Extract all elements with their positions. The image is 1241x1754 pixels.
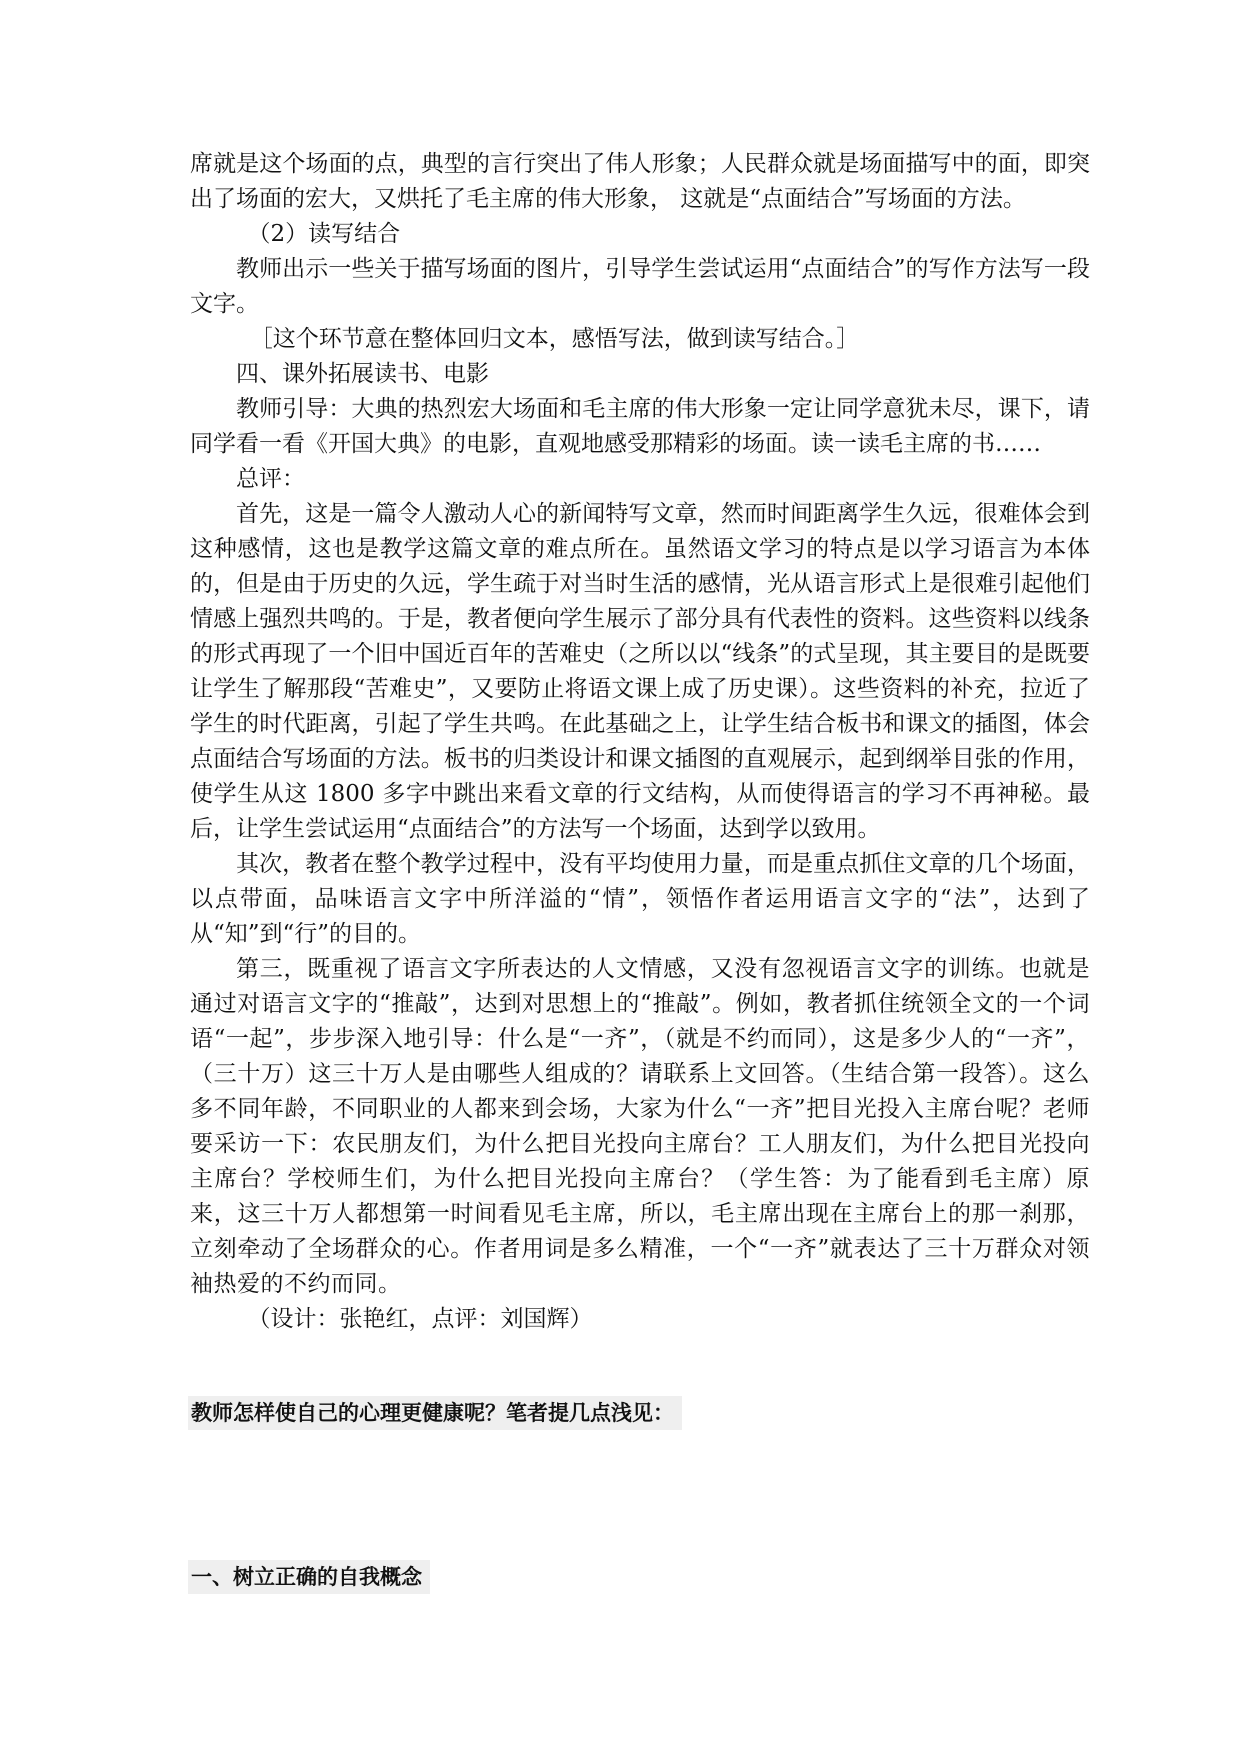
highlighted-heading-question: 教师怎样使自己的心理更健康呢？笔者提几点浅见： (188, 1396, 682, 1430)
paragraph-scene-summary: 席就是这个场面的点，典型的言行突出了伟人形象；人民群众就是场面描写中的面，即突出了场面的宏大，又烘托了毛主席的伟大形象， 这就是“点面结合”写场面的方法。 (190, 151, 1090, 212)
paragraph-summary-third: 第三，既重视了语言文字所表达的人文情感，又没有忽视语言文字的训练。也就是通过对语言文字的“推敲”，达到对思想上的“推敲”。例如，教者抓住统领全文的一个词语“一起”，步步深入地引导：什么是“一齐”，（就是不约而同），这是多少人的“一齐”，（三十万）这三十万人是由哪些人组成的？请联系上文回答。（生结合第一段答）。这么多不同年龄，不同职业的人都来到会场，大家为什么“一齐”把目光投入主席台呢？老师要采访一下：农民朋友们，为什么把目光投向主席台？工人朋友们，为什么把目光投向主席台？学校师生们，为什么把目光投向主席台？（学生答：为了能看到毛主席）原来，这三十万人都想第一时间看见毛主席，所以，毛主席出现在主席台上的那一刹那，立刻牵动了全场群众的心。作者用词是多么精准，一个“一齐”就表达了三十万群众对领袖热爱的不约而同。 (190, 956, 1090, 1297)
paragraph-design-note: ［这个环节意在整体回归文本，感悟写法，做到读写结合。］ (249, 326, 860, 352)
paragraph-summary-second: 其次，教者在整个教学过程中，没有平均使用力量，而是重点抓住文章的几个场面，以点带面，品味语言文字中所洋溢的“情”，领悟作者运用语言文字的“法”，达到了从“知”到“行”的目的。 (190, 851, 1090, 947)
paragraph-teacher-shows-pictures: 教师出示一些关于描写场面的图片，引导学生尝试运用“点面结合”的写作方法写一段文字。 (190, 256, 1090, 317)
section-heading-extension: 四、课外拓展读书、电影 (236, 361, 489, 387)
section-heading-summary: 总评： (236, 466, 305, 492)
paragraph-teacher-guidance: 教师引导：大典的热烈宏大场面和毛主席的伟大形象一定让同学意犹未尽，课下，请同学看一看《开国大典》的电影，直观地感受那精彩的场面。读一读毛主席的书…… (190, 396, 1090, 457)
highlighted-heading-self-concept: 一、树立正确的自我概念 (188, 1560, 430, 1594)
paragraph-summary-first: 首先，这是一篇令人激动人心的新闻特写文章，然而时间距离学生久远，很难体会到这种感情，这也是教学这篇文章的难点所在。虽然语文学习的特点是以学习语言为本体的，但是由于历史的久远，学生疏于对当时生活的感情，光从语言形式上是很难引起他们情感上强烈共鸣的。于是，教者便向学生展示了部分具有代表性的资料。这些资料以线条的形式再现了一个旧中国近百年的苦难史（之所以以“线条”的式呈现，其主要目的是既要让学生了解那段“苦难史”，又要防止将语文课上成了历史课）。这些资料的补充，拉近了学生的时代距离，引起了学生共鸣。在此基础之上，让学生结合板书和课文的插图，体会点面结合写场面的方法。板书的归类设计和课文插图的直观展示，起到纲举目张的作用，使学生从这 1800 多字中跳出来看文章的行文结构，从而使得语言的学习不再神秘。最后，让学生尝试运用“点面结合”的方法写一个场面，达到学以致用。 (190, 501, 1090, 842)
paragraph-credits: （设计：张艳红，点评：刘国辉） (247, 1306, 593, 1332)
section-heading-reading-writing: （2）读写结合 (247, 221, 401, 247)
document-body (190, 147, 1090, 1337)
